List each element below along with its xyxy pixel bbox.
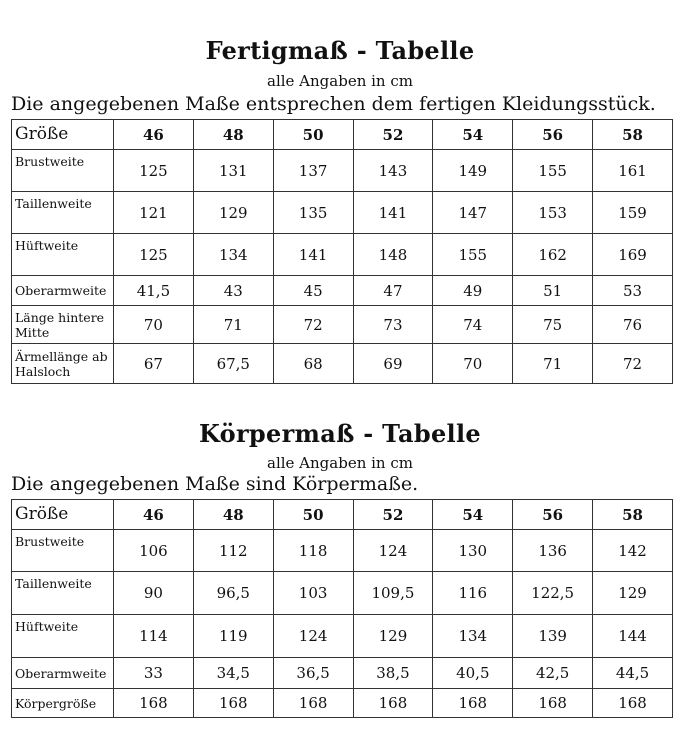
finished-table-title: Fertigmaß - Tabelle [205,36,475,65]
table-cell: 75 [513,306,593,344]
table-cell: 45 [273,276,353,306]
table-cell: 134 [433,615,513,658]
table-cell: 119 [193,615,273,658]
row-label: Länge hintere Mitte [12,306,114,344]
table-cell: 51 [513,276,593,306]
table-row [12,689,673,718]
table-cell: 142 [593,530,673,572]
table-cell: 70 [114,306,194,344]
size-header: 50 [273,120,353,150]
table-cell: 121 [114,192,194,234]
table-header-row [12,500,673,530]
table-cell: 129 [193,192,273,234]
table-cell: 76 [593,306,673,344]
size-header: 54 [433,500,513,530]
table-cell: 122,5 [513,572,593,615]
table-cell: 129 [353,615,433,658]
table-cell: 147 [433,192,513,234]
table-row [12,658,673,689]
table-cell: 33 [114,658,194,689]
body-table-subtitle: alle Angaben in cm [267,454,413,472]
table-cell: 148 [353,234,433,276]
row-label: Brustweite [12,530,114,572]
row-label: Brustweite [12,150,114,192]
table-cell: 129 [593,572,673,615]
table-row [12,615,673,658]
row-label: Taillenweite [12,572,114,615]
table-cell: 96,5 [193,572,273,615]
table-cell: 168 [193,689,273,718]
table-cell: 155 [433,234,513,276]
table-cell: 103 [273,572,353,615]
table-cell: 38,5 [353,658,433,689]
table-row [12,344,673,384]
row-label: Ärmellänge ab Halsloch [12,344,114,384]
table-cell: 43 [193,276,273,306]
table-cell: 71 [513,344,593,384]
table-cell: 70 [433,344,513,384]
table-cell: 168 [114,689,194,718]
body-table-title: Körpermaß - Tabelle [199,419,481,448]
table-cell: 42,5 [513,658,593,689]
table-header-row [12,120,673,150]
size-header: 56 [513,120,593,150]
table-cell: 131 [193,150,273,192]
finished-table-note: Die angegebenen Maße entsprechen dem fertigen Kleidungsstück. [11,93,656,115]
table-cell: 44,5 [593,658,673,689]
table-cell: 72 [593,344,673,384]
table-cell: 67,5 [193,344,273,384]
row-label: Taillenweite [12,192,114,234]
table-cell: 168 [353,689,433,718]
table-cell: 71 [193,306,273,344]
row-label: Körpergröße [12,689,114,718]
table-cell: 69 [353,344,433,384]
table-row [12,276,673,306]
table-cell: 36,5 [273,658,353,689]
table-cell: 168 [513,689,593,718]
size-header: 46 [114,120,194,150]
table-cell: 34,5 [193,658,273,689]
header-size-label: Größe [12,120,114,150]
table-cell: 168 [433,689,513,718]
size-header: 52 [353,120,433,150]
table-row [12,572,673,615]
size-header: 46 [114,500,194,530]
row-label: Hüftweite [12,234,114,276]
table-cell: 168 [593,689,673,718]
table-cell: 159 [593,192,673,234]
table-row [12,150,673,192]
table-cell: 47 [353,276,433,306]
table-cell: 137 [273,150,353,192]
table-cell: 125 [114,150,194,192]
table-cell: 109,5 [353,572,433,615]
table-cell: 124 [353,530,433,572]
table-cell: 155 [513,150,593,192]
table-row [12,234,673,276]
table-cell: 169 [593,234,673,276]
size-header: 58 [593,120,673,150]
table-cell: 125 [114,234,194,276]
table-cell: 74 [433,306,513,344]
table-row [12,306,673,344]
table-row [12,192,673,234]
table-cell: 90 [114,572,194,615]
size-header: 54 [433,120,513,150]
header-size-label: Größe [12,500,114,530]
table-cell: 141 [353,192,433,234]
table-cell: 139 [513,615,593,658]
size-header: 48 [193,500,273,530]
size-header: 56 [513,500,593,530]
table-row [12,530,673,572]
row-label: Oberarmweite [12,658,114,689]
table-cell: 143 [353,150,433,192]
table-cell: 162 [513,234,593,276]
row-label: Hüftweite [12,615,114,658]
table-cell: 114 [114,615,194,658]
table-cell: 41,5 [114,276,194,306]
body-table-note: Die angegebenen Maße sind Körpermaße. [11,473,419,495]
table-cell: 116 [433,572,513,615]
table-cell: 144 [593,615,673,658]
size-header: 48 [193,120,273,150]
table-cell: 135 [273,192,353,234]
table-cell: 130 [433,530,513,572]
table-cell: 118 [273,530,353,572]
table-cell: 67 [114,344,194,384]
table-cell: 161 [593,150,673,192]
table-cell: 134 [193,234,273,276]
size-header: 52 [353,500,433,530]
table-cell: 136 [513,530,593,572]
table-cell: 106 [114,530,194,572]
table-cell: 40,5 [433,658,513,689]
body-measure-table [11,499,673,718]
table-cell: 73 [353,306,433,344]
table-cell: 53 [593,276,673,306]
table-cell: 72 [273,306,353,344]
table-cell: 168 [273,689,353,718]
size-header: 50 [273,500,353,530]
table-cell: 49 [433,276,513,306]
finished-measure-table [11,119,673,384]
table-cell: 141 [273,234,353,276]
table-cell: 153 [513,192,593,234]
size-header: 58 [593,500,673,530]
finished-table-subtitle: alle Angaben in cm [267,72,413,90]
table-cell: 112 [193,530,273,572]
table-cell: 149 [433,150,513,192]
row-label: Oberarmweite [12,276,114,306]
table-cell: 124 [273,615,353,658]
table-cell: 68 [273,344,353,384]
